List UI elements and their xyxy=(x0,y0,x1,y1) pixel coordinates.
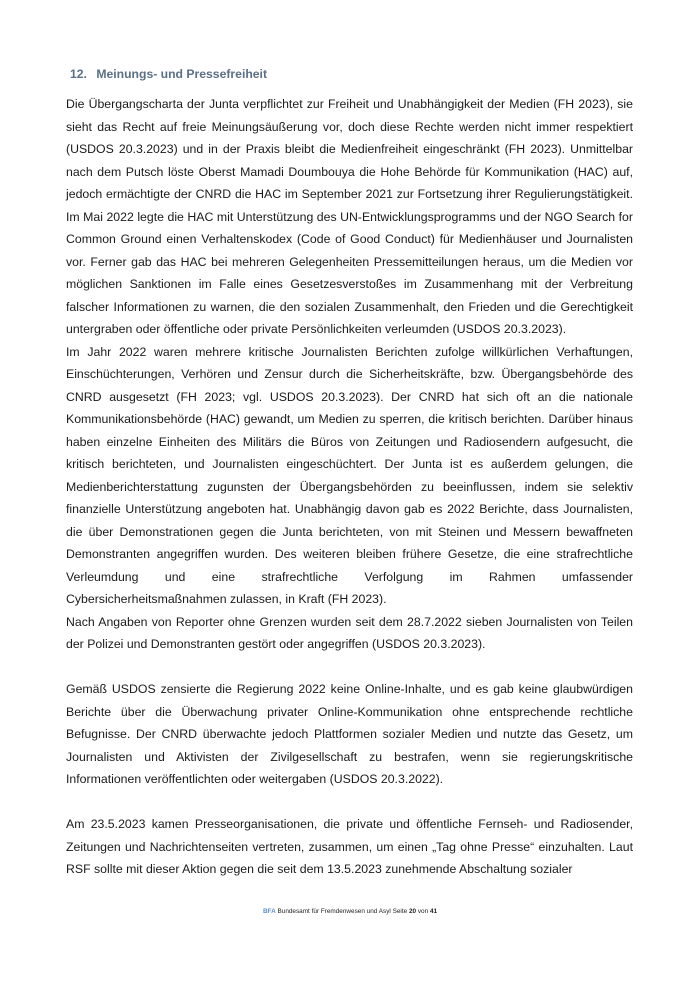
paragraph-2: Im Jahr 2022 waren mehrere kritische Journalisten Berichten zufolge willkürlichen Verhaftungen, Einschüchterungen, Verhören und Zensur durch die Sicherheitskräfte, bzw. Übergangsbehörde des CNRD ausgesetzt (FH 2023; vgl. USDOS 20.3.2023). Der CNRD hat sich oft an die nationale Kommunikationsbehörde (HAC) gewandt, um Medien zu sperren, die kritisch berichten. Darüber hinaus haben einzelne Einheiten des Militärs die Büros von Zeitungen und Radiosendern aufgesucht, die kritisch berichteten, und Journalisten eingeschüchtert. Der Junta ist es außerdem gelungen, die Medienberichterstattung zugunsten der Übergangsbehörden zu beeinflussen, indem sie selektiv finanzielle Unterstützung angeboten hat. Unabhängig davon gab es 2022 Berichte, dass Journalisten, die über Demonstrationen gegen die Junta berichteten, von mit Steinen und Messern bewaffneten Demonstranten angegriffen wurden. Des weiteren bleiben frühere Gesetze, die eine strafrechtliche Verleumdung und eine strafrechtliche Verfolgung im Rahmen umfassender Cybersicherheitsmaßnahmen zulassen, in Kraft (FH 2023). xyxy=(66,344,633,606)
paragraph-3: Nach Angaben von Reporter ohne Grenzen wurden seit dem 28.7.2022 sieben Journalisten von Teilen der Polizei und Demonstranten gestört oder angegriffen (USDOS 20.3.2023). xyxy=(66,614,633,651)
paragraph-1: Die Übergangscharta der Junta verpflichtet zur Freiheit und Unabhängigkeit der Medien (FH 2023), sie sieht das Recht auf freie Meinungsäußerung vor, doch diese Rechte werden nicht immer respektiert (USDOS 20.3.2023) und in der Praxis bleibt die Medienfreiheit eingeschränkt (FH 2023). Unmittelbar nach dem Putsch löste Oberst Mamadi Doumbouya die Hohe Behörde für Kommunikation (HAC) auf, jedoch ermächtigte der CNRD die HAC im September 2021 zur Fortsetzung ihrer Regulierungstätigkeit. Im Mai 2022 legte die HAC mit Unterstützung des UN-Entwicklungsprogramms und der NGO Search for Common Ground einen Verhaltenskodex (Code of Good Conduct) für Medienhäuser und Journalisten vor. Ferner gab das HAC bei mehreren Gelegenheiten Pressemitteilungen heraus, um die Medien vor möglichen Sanktionen im Falle eines Gesetzesverstoßes im Zusammenhang mit der Verbreitung falscher Informationen zu warnen, die den sozialen Zusammenhalt, den Frieden und die Gerechtigkeit untergraben oder öffentliche oder private Persönlichkeiten verleumden (USDOS 20.3.2023). xyxy=(66,97,633,336)
section-heading xyxy=(70,64,633,84)
footer-of-word: von xyxy=(417,908,429,915)
page-footer xyxy=(0,908,700,915)
paragraph-gap xyxy=(66,791,633,814)
footer-org: Bundesamt für Fremdenwesen und Asyl xyxy=(277,908,391,915)
section-number: 12. xyxy=(70,67,87,81)
section-title: Meinungs- und Pressefreiheit xyxy=(96,67,267,81)
bfa-logo: BFA xyxy=(262,908,276,915)
footer-page-total: 41 xyxy=(429,908,438,915)
paragraph-4: Gemäß USDOS zensierte die Regierung 2022 keine Online-Inhalte, und es gab keine glaubwürdigen Berichte über die Überwachung privater Online-Kommunikation ohne entsprechende rechtliche Befugnisse. Der CNRD überwachte jedoch Plattformen sozialer Medien und nutzte das Gesetz, um Journalisten und Aktivisten der Zivilgesellschaft zu bestrafen, wenn sie regierungskritische Informationen veröffentlichten oder weitergaben (USDOS 20.3.2022). xyxy=(66,682,633,786)
footer-page-word: Seite xyxy=(392,908,408,915)
page-content xyxy=(66,64,633,881)
footer-page-current: 20 xyxy=(408,908,417,915)
paragraph-5: Am 23.5.2023 kamen Presseorganisationen, die private und öffentliche Fernseh- und Radiosender, Zeitungen und Nachrichtenseiten vertreten, zusammen, um einen „Tag ohne Presse“ einzuhalten. Laut RSF sollte mit dieser Aktion gegen die seit dem 13.5.2023 zunehmende Abschaltung sozialer xyxy=(66,817,633,876)
paragraph-gap xyxy=(66,656,633,679)
